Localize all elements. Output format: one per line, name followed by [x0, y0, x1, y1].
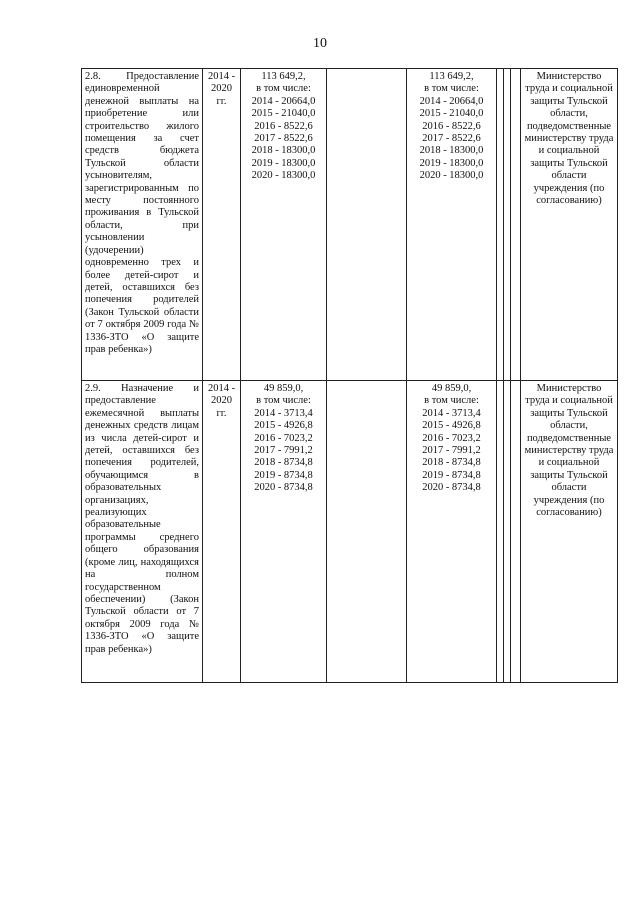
- period-start: 2014 -: [207, 383, 236, 394]
- executor-cell: Министерство труда и социальной защиты Тульской области, подведомственные министерству труда и социальной защиты Тульской области учреждения (по согласованию): [521, 69, 618, 381]
- empty-cell: [327, 381, 407, 683]
- funding-year: 2015 - 21040,0: [251, 108, 316, 120]
- empty-cell: [504, 381, 511, 683]
- funding-year: 2016 - 8522,6: [254, 120, 313, 132]
- funding-total: 113 649,2,: [261, 71, 306, 82]
- executor-cell: Министерство труда и социальной защиты Тульской области, подведомственные министерству труда и социальной защиты Тульской области учреждения (по согласованию): [521, 381, 618, 683]
- total-funding-cell: [241, 69, 327, 381]
- table-row: [82, 69, 618, 381]
- funding-year: 2015 - 21040,0: [419, 108, 484, 120]
- funding-year: 2020 - 18300,0: [251, 170, 316, 182]
- funding-total: 113 649,2,: [429, 71, 474, 82]
- funding-total: 49 859,0,: [263, 383, 304, 394]
- period-end: 2020: [211, 395, 232, 407]
- funding-year: 2014 - 20664,0: [251, 95, 316, 107]
- funding-including-label: в том числе:: [424, 395, 479, 407]
- funding-year: 2014 - 3713,4: [254, 407, 313, 419]
- funding-year: 2015 - 4926,8: [254, 420, 313, 432]
- funding-year: 2017 - 7991,2: [254, 445, 313, 457]
- empty-cell: [511, 69, 521, 381]
- funding-year: 2020 - 8734,8: [422, 482, 481, 494]
- funding-year: 2015 - 4926,8: [422, 420, 481, 432]
- empty-cell: [511, 381, 521, 683]
- funding-year: 2017 - 8522,6: [254, 133, 313, 145]
- funding-year: 2017 - 7991,2: [422, 445, 481, 457]
- empty-cell: [497, 381, 504, 683]
- funding-year: 2016 - 8522,6: [422, 120, 481, 132]
- funding-year: 2018 - 8734,8: [254, 457, 313, 469]
- funding-year: 2019 - 18300,0: [419, 157, 484, 169]
- funding-year: 2020 - 8734,8: [254, 482, 313, 494]
- period-end: 2020: [211, 83, 232, 95]
- funding-year: 2018 - 18300,0: [251, 145, 316, 157]
- funding-year: 2019 - 8734,8: [254, 469, 313, 481]
- funding-including-label: в том числе:: [256, 395, 311, 407]
- program-measures-table: [81, 68, 618, 683]
- funding-including-label: в том числе:: [256, 83, 311, 95]
- empty-cell: [504, 69, 511, 381]
- funding-year: 2014 - 3713,4: [422, 407, 481, 419]
- funding-year: 2019 - 18300,0: [251, 157, 316, 169]
- funding-year: 2016 - 7023,2: [254, 432, 313, 444]
- table-row: [82, 381, 618, 683]
- regional-funding-cell: [407, 381, 497, 683]
- empty-cell: [327, 69, 407, 381]
- funding-year: 2014 - 20664,0: [419, 95, 484, 107]
- funding-year: 2017 - 8522,6: [422, 133, 481, 145]
- funding-year: 2020 - 18300,0: [419, 170, 484, 182]
- period-unit: гг.: [216, 95, 227, 107]
- funding-year: 2018 - 8734,8: [422, 457, 481, 469]
- empty-cell: [497, 69, 504, 381]
- funding-year: 2016 - 7023,2: [422, 432, 481, 444]
- period-cell: [203, 381, 241, 683]
- period-start: 2014 -: [207, 71, 236, 82]
- funding-year: 2019 - 8734,8: [422, 469, 481, 481]
- period-cell: [203, 69, 241, 381]
- measure-description: 2.8. Предоставление единовременной денежной выплаты на приобретение или строительство жилого помещения за счет средств бюджета Тульской области усыновителям, зарегистрированным по месту постоянного проживания в Тульской области, при усыновлении (удочерении) одновременно трех и более детей-сирот и детей, оставшихся без попечения родителей (Закон Тульской области от 7 октября 2009 года № 1336-ЗТО «О защите прав ребенка»): [82, 69, 203, 381]
- period-unit: гг.: [216, 407, 227, 419]
- funding-total: 49 859,0,: [431, 383, 472, 394]
- total-funding-cell: [241, 381, 327, 683]
- measure-description: 2.9. Назначение и предоставление ежемесячной выплаты денежных средств лицам из числа детей-сирот и детей, оставшихся без попечения родителей, обучающимся в образовательных организациях, реализующих образовательные программы среднего общего образования (кроме лиц, находящихся на полном государственном обеспечении) (Закон Тульской области от 7 октября 2009 года № 1336-ЗТО «О защите прав ребенка»): [82, 381, 203, 683]
- funding-year: 2018 - 18300,0: [419, 145, 484, 157]
- funding-including-label: в том числе:: [424, 83, 479, 95]
- regional-funding-cell: [407, 69, 497, 381]
- page-number: 10: [313, 36, 327, 51]
